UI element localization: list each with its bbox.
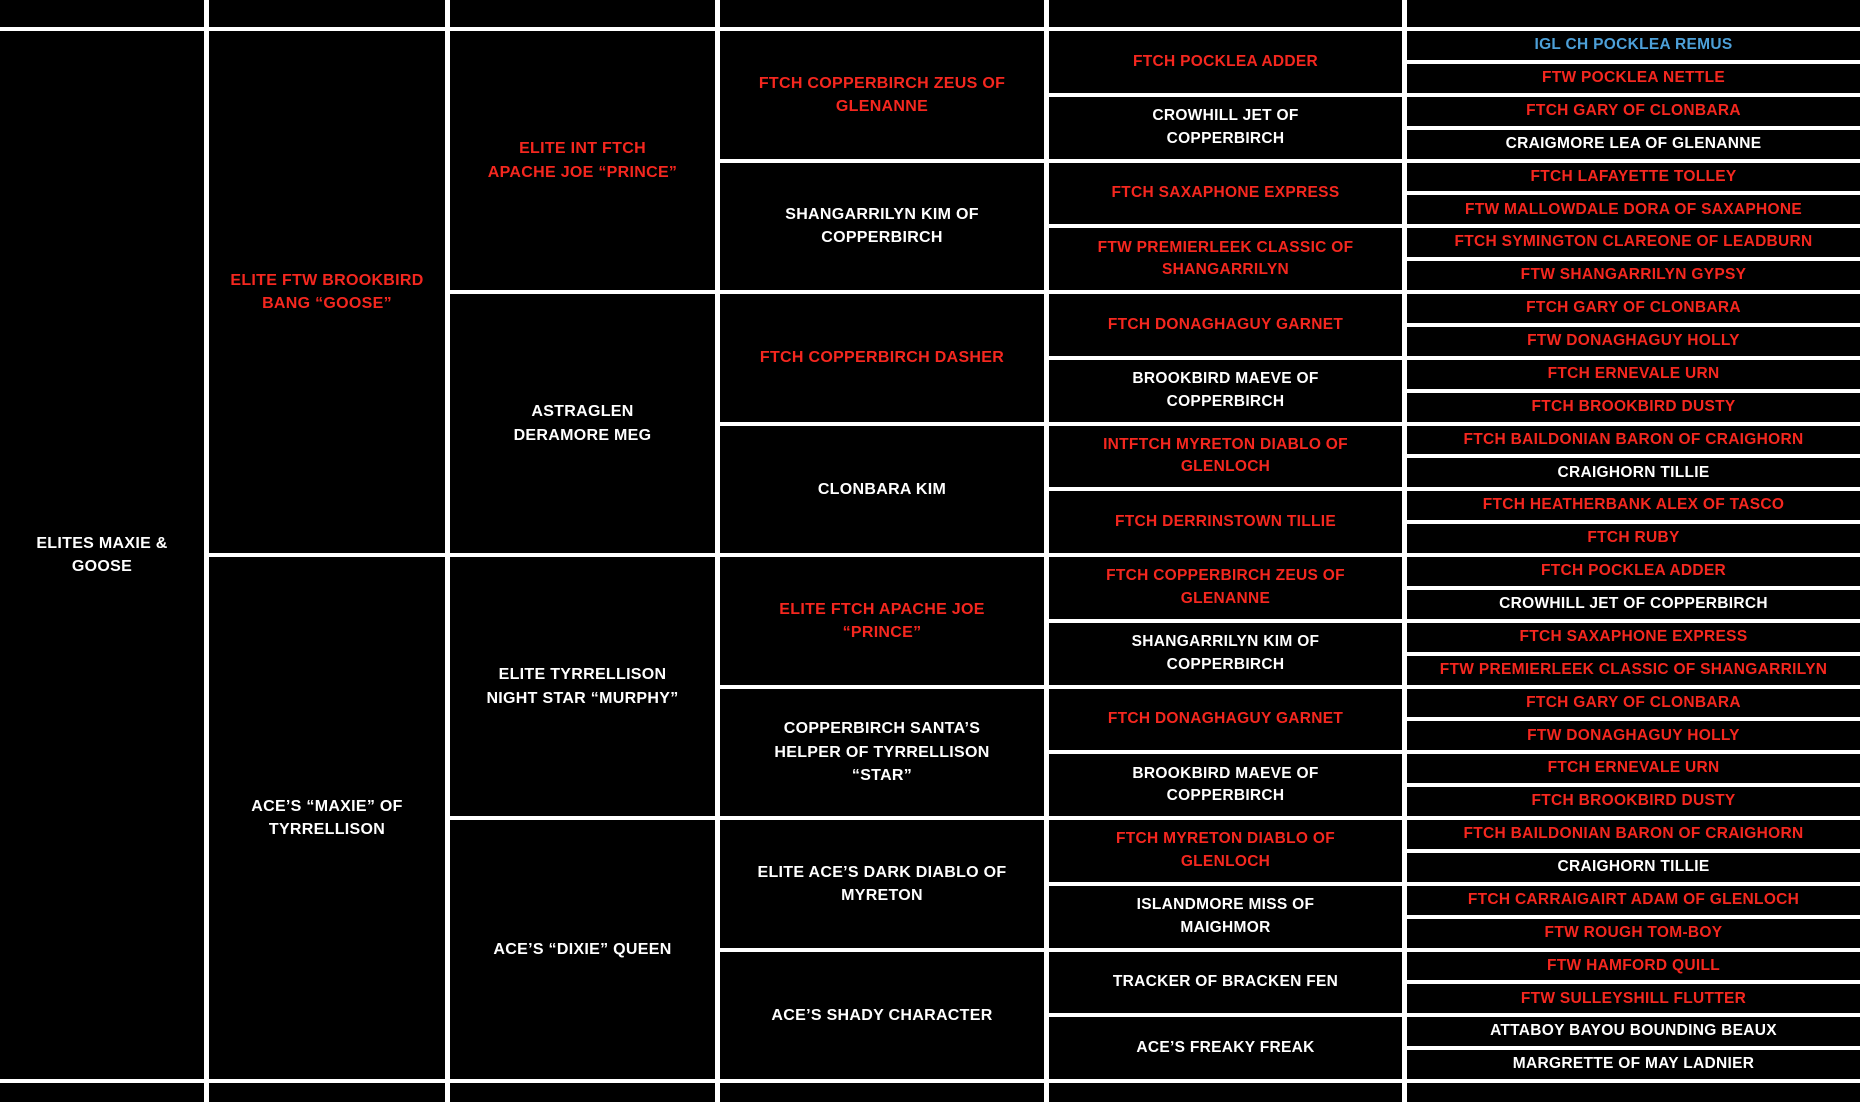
ggg-grandparent-label: FTCH RUBY bbox=[1587, 529, 1680, 547]
gg-grandparent-cell bbox=[1049, 689, 1402, 751]
ggg-grandparent-cell bbox=[1407, 919, 1860, 948]
top-strip-cell bbox=[450, 0, 715, 27]
ggg-grandparent-cell bbox=[1407, 294, 1860, 323]
gg-grandparent-cell bbox=[1049, 886, 1402, 948]
parent-cell bbox=[209, 557, 445, 1079]
great-grandparent-cell bbox=[720, 952, 1044, 1080]
bottom-strip-cell bbox=[209, 1083, 445, 1102]
gg-grandparent-label: BROOKBIRD MAEVE OF COPPERBIRCH bbox=[1132, 370, 1319, 410]
ggg-grandparent-label: CRAIGMORE LEA OF GLENANNE bbox=[1505, 134, 1762, 152]
gg-grandparent-label: SHANGARRILYN KIM OF COPPERBIRCH bbox=[1131, 633, 1320, 673]
gg-grandparent-cell bbox=[1049, 952, 1402, 1014]
ggg-grandparent-label: FTCH GARY OF CLONBARA bbox=[1526, 693, 1741, 711]
great-grandparent-label: FTCH COPPERBIRCH DASHER bbox=[759, 349, 1005, 367]
grandparent-label: ELITE INT FTCH APACHE JOE “PRINCE” bbox=[487, 140, 678, 181]
gg-grandparent-label: FTW PREMIERLEEK CLASSIC OF SHANGARRILYN bbox=[1097, 238, 1354, 279]
great-grandparent-cell bbox=[720, 557, 1044, 685]
ggg-grandparent-cell bbox=[1407, 984, 1860, 1013]
ggg-grandparent-cell bbox=[1407, 590, 1860, 619]
ggg-grandparent-cell bbox=[1407, 557, 1860, 586]
ggg-grandparent-label: FTCH SYMINGTON CLAREONE OF LEADBURN bbox=[1454, 233, 1813, 251]
gg-grandparent-cell bbox=[1049, 820, 1402, 882]
gg-grandparent-cell bbox=[1049, 754, 1402, 816]
grandparent-cell bbox=[450, 31, 715, 290]
gg-grandparent-label: FTCH COPPERBIRCH ZEUS OF GLENANNE bbox=[1106, 567, 1345, 607]
subject-label: ELITES MAXIE & GOOSE bbox=[36, 534, 168, 575]
ggg-grandparent-label: CRAIGHORN TILLIE bbox=[1557, 463, 1710, 481]
ggg-grandparent-cell bbox=[1407, 163, 1860, 192]
great-grandparent-cell bbox=[720, 294, 1044, 422]
ggg-grandparent-cell bbox=[1407, 97, 1860, 126]
gg-grandparent-label: FTCH POCKLEA ADDER bbox=[1132, 52, 1319, 70]
ggg-grandparent-label: FTCH GARY OF CLONBARA bbox=[1526, 299, 1741, 317]
ggg-grandparent-cell bbox=[1407, 656, 1860, 685]
ggg-grandparent-cell bbox=[1407, 754, 1860, 783]
top-strip-cell bbox=[209, 0, 445, 27]
ggg-grandparent-cell bbox=[1407, 130, 1860, 159]
gg-grandparent-cell bbox=[1049, 228, 1402, 290]
great-grandparent-cell bbox=[720, 426, 1044, 554]
ggg-grandparent-label: FTCH ERNEVALE URN bbox=[1547, 759, 1720, 777]
gg-grandparent-label: CROWHILL JET OF COPPERBIRCH bbox=[1152, 107, 1299, 147]
ggg-grandparent-cell bbox=[1407, 261, 1860, 290]
ggg-grandparent-cell bbox=[1407, 64, 1860, 93]
ggg-grandparent-label: FTCH BROOKBIRD DUSTY bbox=[1531, 792, 1736, 810]
bottom-strip-cell bbox=[450, 1083, 715, 1102]
ggg-grandparent-cell bbox=[1407, 491, 1860, 520]
ggg-grandparent-cell bbox=[1407, 721, 1860, 750]
gg-grandparent-cell bbox=[1049, 97, 1402, 159]
ggg-grandparent-cell bbox=[1407, 853, 1860, 882]
ggg-grandparent-label: FTW MALLOWDALE DORA OF SAXAPHONE bbox=[1464, 200, 1803, 218]
gg-grandparent-label: FTCH DERRINSTOWN TILLIE bbox=[1114, 512, 1337, 530]
gg-grandparent-label: FTCH MYRETON DIABLO OF GLENLOCH bbox=[1116, 830, 1335, 870]
ggg-grandparent-cell bbox=[1407, 952, 1860, 981]
great-grandparent-label: ELITE FTCH APACHE JOE “PRINCE” bbox=[779, 600, 985, 641]
ggg-grandparent-label: MARGRETTE OF MAY LADNIER bbox=[1512, 1055, 1755, 1073]
ggg-grandparent-label: FTW ROUGH TOM-BOY bbox=[1544, 923, 1723, 941]
ggg-grandparent-label: FTCH GARY OF CLONBARA bbox=[1526, 101, 1741, 119]
gg-grandparent-cell bbox=[1049, 163, 1402, 225]
ggg-grandparent-label: IGL CH POCKLEA REMUS bbox=[1534, 36, 1733, 54]
gg-grandparent-label: TRACKER OF BRACKEN FEN bbox=[1112, 973, 1339, 991]
grandparent-cell bbox=[450, 557, 715, 816]
ggg-grandparent-label: FTW DONAGHAGUY HOLLY bbox=[1527, 726, 1740, 744]
ggg-grandparent-label: FTW HAMFORD QUILL bbox=[1547, 956, 1720, 974]
ggg-grandparent-cell bbox=[1407, 458, 1860, 487]
great-grandparent-cell bbox=[720, 689, 1044, 817]
great-grandparent-label: COPPERBIRCH SANTA’S HELPER OF TYRRELLISON “STAR” bbox=[774, 720, 990, 784]
ggg-grandparent-label: FTW SHANGARRILYN GYPSY bbox=[1520, 266, 1747, 284]
grandparent-cell bbox=[450, 820, 715, 1079]
ggg-grandparent-cell bbox=[1407, 886, 1860, 915]
gg-grandparent-cell bbox=[1049, 31, 1402, 93]
bottom-strip-cell bbox=[0, 1083, 204, 1102]
ggg-grandparent-label: ATTABOY BAYOU BOUNDING BEAUX bbox=[1490, 1022, 1777, 1040]
ggg-grandparent-label: FTCH LAFAYETTE TOLLEY bbox=[1530, 167, 1737, 185]
ggg-grandparent-label: CROWHILL JET OF COPPERBIRCH bbox=[1499, 595, 1768, 613]
gg-grandparent-label: BROOKBIRD MAEVE OF COPPERBIRCH bbox=[1132, 764, 1319, 805]
ggg-grandparent-cell bbox=[1407, 820, 1860, 849]
subject-cell bbox=[0, 31, 204, 1079]
ggg-grandparent-cell bbox=[1407, 228, 1860, 257]
gg-grandparent-cell bbox=[1049, 491, 1402, 553]
ggg-grandparent-label: FTW POCKLEA NETTLE bbox=[1541, 69, 1726, 87]
gg-grandparent-label: ACE’S FREAKY FREAK bbox=[1136, 1038, 1315, 1056]
great-grandparent-label: CLONBARA KIM bbox=[817, 480, 947, 498]
grandparent-label: ASTRAGLEN DERAMORE MEG bbox=[513, 403, 652, 444]
gg-grandparent-label: FTCH SAXAPHONE EXPRESS bbox=[1111, 184, 1340, 202]
grandparent-cell bbox=[450, 294, 715, 553]
bottom-strip-cell bbox=[1407, 1083, 1860, 1102]
gg-grandparent-cell bbox=[1049, 557, 1402, 619]
top-strip-cell bbox=[1407, 0, 1860, 27]
ggg-grandparent-label: FTW DONAGHAGUY HOLLY bbox=[1527, 332, 1740, 350]
ggg-grandparent-label: FTW SULLEYSHILL FLUTTER bbox=[1520, 989, 1747, 1007]
top-strip-cell bbox=[0, 0, 204, 27]
ggg-grandparent-cell bbox=[1407, 393, 1860, 422]
gg-grandparent-cell bbox=[1049, 1017, 1402, 1079]
great-grandparent-label: FTCH COPPERBIRCH ZEUS OF GLENANNE bbox=[758, 74, 1006, 115]
gg-grandparent-cell bbox=[1049, 360, 1402, 422]
gg-grandparent-label: FTCH DONAGHAGUY GARNET bbox=[1107, 710, 1344, 728]
grandparent-label: ACE’S “DIXIE” QUEEN bbox=[493, 940, 672, 958]
ggg-grandparent-label: FTCH BAILDONIAN BARON OF CRAIGHORN bbox=[1463, 825, 1804, 843]
great-grandparent-cell bbox=[720, 163, 1044, 291]
ggg-grandparent-cell bbox=[1407, 195, 1860, 224]
ggg-grandparent-cell bbox=[1407, 31, 1860, 60]
ggg-grandparent-cell bbox=[1407, 524, 1860, 553]
top-strip-cell bbox=[1049, 0, 1402, 27]
ggg-grandparent-cell bbox=[1407, 1050, 1860, 1079]
great-grandparent-cell bbox=[720, 31, 1044, 159]
gg-grandparent-label: FTCH DONAGHAGUY GARNET bbox=[1107, 315, 1344, 333]
bottom-strip-cell bbox=[1049, 1083, 1402, 1102]
ggg-grandparent-cell bbox=[1407, 360, 1860, 389]
parent-label: ACE’S “MAXIE” OF TYRRELLISON bbox=[251, 797, 403, 838]
ggg-grandparent-cell bbox=[1407, 787, 1860, 816]
bottom-strip-cell bbox=[720, 1083, 1044, 1102]
ggg-grandparent-label: FTCH POCKLEA ADDER bbox=[1540, 562, 1727, 580]
gg-grandparent-cell bbox=[1049, 623, 1402, 685]
great-grandparent-cell bbox=[720, 820, 1044, 948]
gg-grandparent-label: INTFTCH MYRETON DIABLO OF GLENLOCH bbox=[1103, 435, 1348, 476]
parent-cell bbox=[209, 31, 445, 553]
parent-label: ELITE FTW BROOKBIRD BANG “GOOSE” bbox=[230, 271, 424, 312]
ggg-grandparent-label: FTCH BROOKBIRD DUSTY bbox=[1531, 397, 1736, 415]
ggg-grandparent-cell bbox=[1407, 327, 1860, 356]
great-grandparent-label: ELITE ACE’S DARK DIABLO OF MYRETON bbox=[757, 863, 1007, 904]
great-grandparent-label: SHANGARRILYN KIM OF COPPERBIRCH bbox=[785, 206, 979, 247]
ggg-grandparent-label: FTCH BAILDONIAN BARON OF CRAIGHORN bbox=[1463, 430, 1804, 448]
great-grandparent-label: ACE’S SHADY CHARACTER bbox=[771, 1006, 993, 1024]
ggg-grandparent-label: FTW PREMIERLEEK CLASSIC OF SHANGARRILYN bbox=[1439, 660, 1828, 678]
grandparent-label: ELITE TYRRELLISON NIGHT STAR “MURPHY” bbox=[486, 666, 679, 707]
gg-grandparent-cell bbox=[1049, 426, 1402, 488]
ggg-grandparent-label: CRAIGHORN TILLIE bbox=[1557, 858, 1710, 876]
gg-grandparent-label: ISLANDMORE MISS OF MAIGHMOR bbox=[1136, 896, 1315, 936]
top-strip-cell bbox=[720, 0, 1044, 27]
gg-grandparent-cell bbox=[1049, 294, 1402, 356]
ggg-grandparent-label: FTCH ERNEVALE URN bbox=[1547, 364, 1720, 382]
ggg-grandparent-label: FTCH CARRAIGAIRT ADAM OF GLENLOCH bbox=[1467, 890, 1800, 908]
ggg-grandparent-label: FTCH SAXAPHONE EXPRESS bbox=[1519, 627, 1748, 645]
ggg-grandparent-cell bbox=[1407, 623, 1860, 652]
ggg-grandparent-cell bbox=[1407, 1017, 1860, 1046]
ggg-grandparent-cell bbox=[1407, 426, 1860, 455]
ggg-grandparent-label: FTCH HEATHERBANK ALEX OF TASCO bbox=[1482, 496, 1785, 514]
ggg-grandparent-cell bbox=[1407, 689, 1860, 718]
